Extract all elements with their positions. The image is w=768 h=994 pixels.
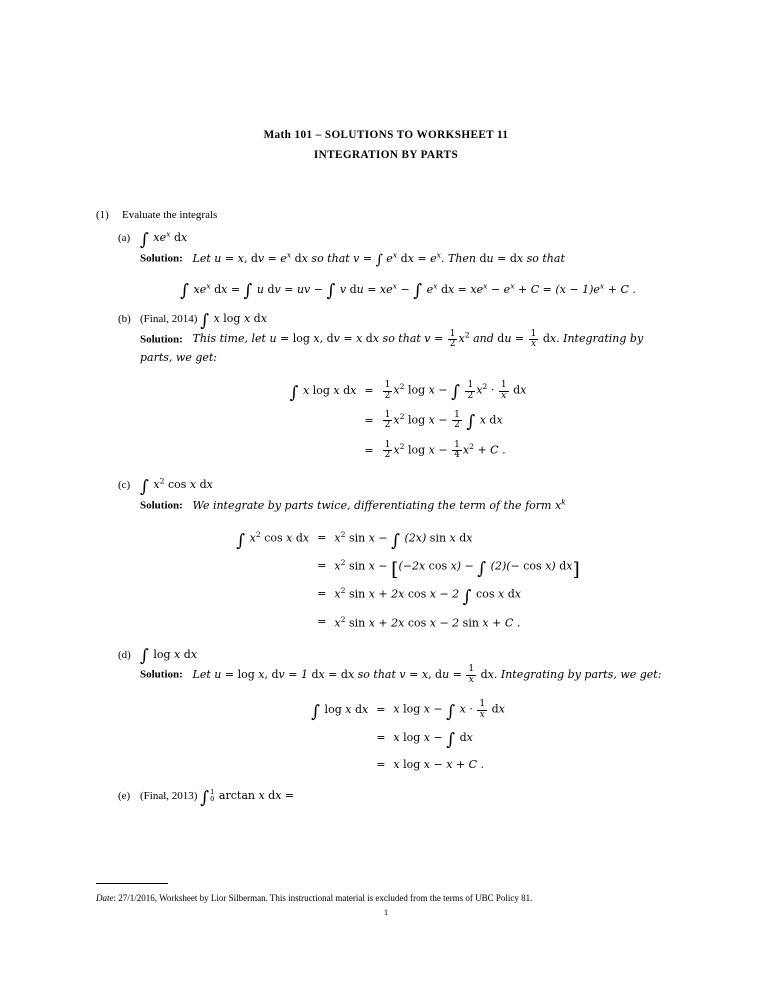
- part-b-solution-text: This time, let u = log x, dv = x dx so that v = $\frac{1}{2}$ $x^2$ and du = $\frac{1}{x}$ dx. Integrating by parts, we get:: [140, 328, 644, 364]
- equation-lhs: [286, 436, 361, 466]
- problem-1-number: (1): [96, 209, 109, 222]
- equation-rhs: x log x − ∫ dx: [393, 729, 473, 750]
- equation-row: [286, 406, 531, 436]
- footer-date-label: Date: [96, 893, 114, 903]
- part-a-solution: [140, 249, 676, 302]
- part-d-equations: [307, 695, 509, 778]
- equation-equals: =: [376, 731, 386, 745]
- part-c-solution-text: We integrate by parts twice, differentiating the term of the form $x^k$: [185, 496, 566, 512]
- equation-row: [232, 609, 584, 637]
- equation-equals: =: [364, 443, 374, 457]
- part-a-statement: ∫ $xe^x$ dx: [140, 229, 188, 251]
- equation-lhs: ∫ x log x dx: [289, 382, 357, 403]
- equation-row: [232, 552, 584, 580]
- part-c-solution-label: Solution:: [140, 499, 183, 512]
- problem-1-part-a: [118, 229, 676, 302]
- equation-row: [286, 376, 531, 406]
- part-e-statement: ∫ 1 0 arctan x dx =: [200, 787, 295, 808]
- equation-lhs: [286, 406, 361, 436]
- equation-rhs: x log x − x + C .: [393, 757, 485, 771]
- page-title: [96, 126, 676, 165]
- equation-lhs: [307, 752, 372, 779]
- equation-lhs: ∫ $x^2$ cos x dx: [236, 530, 310, 551]
- equation-lhs: [307, 725, 372, 752]
- part-d-statement: ∫ log x dx: [140, 646, 198, 667]
- part-c-label: (c): [118, 479, 131, 492]
- equation-equals: =: [317, 587, 327, 601]
- footer-date-text: : 27/1/2016, Worksheet by Lior Silberman. This instructional material is excluded from the terms of UBC Policy 81.: [113, 893, 533, 903]
- part-a-label: (a): [118, 232, 131, 245]
- equation-lhs: ∫ log x dx: [311, 701, 369, 722]
- equation-equals: =: [364, 413, 374, 427]
- equation-row: [307, 752, 509, 779]
- equation-equals: =: [376, 702, 386, 716]
- equation-lhs: [232, 609, 313, 637]
- problem-1-part-c: [118, 476, 676, 637]
- part-b-equations: [286, 376, 531, 466]
- part-a-solution-text: Let u = x, dv = $e^x$ dx so that v = ∫ $e^x$ dx = $e^x$. Then du = dx so that: [185, 249, 565, 268]
- part-c-solution: [140, 496, 676, 637]
- title-line-2: INTEGRATION BY PARTS: [313, 148, 459, 161]
- part-e-label: (e): [118, 790, 131, 803]
- part-d-label: (d): [118, 648, 131, 661]
- equation-rhs: $\frac{1}{2}$ $x^2$ log x − $\frac{1}{4}$ $x^2 + C$ .: [384, 439, 506, 461]
- equation-row: [286, 436, 531, 466]
- equation-row: [232, 580, 584, 608]
- equation-lhs: [232, 552, 313, 580]
- problem-list: [96, 207, 676, 808]
- part-c-statement: ∫ $x^2$ cos x dx: [140, 476, 213, 498]
- equation-rhs: $x^2$ sin x + 2x cos x − 2 ∫ cos x dx: [334, 586, 521, 607]
- equation-row: [307, 695, 509, 725]
- problem-1-part-e: [118, 787, 676, 808]
- part-e-source: (Final, 2013): [140, 790, 198, 803]
- equation-rhs: $\frac{1}{2}$ $x^2$ log x − ∫ $\frac{1}{2}$ $x^2$ · $\frac{1}{x}$ dx: [384, 380, 527, 403]
- equation-rhs: $x^2$ sin x − [(−2x cos x) − ∫ (2)(− cos x) dx]: [334, 558, 580, 581]
- equation-equals: =: [317, 530, 327, 544]
- part-c-equations: [232, 524, 584, 637]
- part-b-statement: ∫ x log x dx: [200, 310, 267, 331]
- equation-equals: =: [376, 757, 386, 771]
- problem-1: [96, 207, 676, 808]
- part-a-display-equation: ∫ $xe^x$ dx = ∫ u dv = uv − ∫ v du = $xe^x$ − ∫ $e^x$ dx = $xe^x - e^x + C = (x - 1)e^x + C$ .: [180, 281, 636, 302]
- equation-rhs: $x^2$ sin x − ∫ (2x) sin x dx: [334, 530, 473, 551]
- equation-equals: =: [364, 383, 374, 397]
- title-line-1: Math 101 – SOLUTIONS TO WORKSHEET 11: [263, 129, 509, 141]
- equation-equals: =: [317, 559, 327, 573]
- part-d-solution-text: Let u = log x, dv = 1 dx = dx so that v = x, du = $\frac{1}{x}$ dx. Integrating by parts, we get:: [185, 664, 662, 685]
- part-b-solution-label: Solution:: [140, 333, 183, 346]
- footer-rule: [96, 883, 168, 884]
- footer-text: [96, 893, 676, 903]
- page-footer: [96, 883, 676, 917]
- document-content: [96, 126, 676, 808]
- page-number: 1: [383, 907, 389, 917]
- equation-rhs: $x^2$ sin x + 2x cos x − 2 sin x + C .: [334, 614, 521, 630]
- equation-row: [307, 725, 509, 752]
- problem-1-part-d: [118, 647, 676, 778]
- part-d-solution-label: Solution:: [140, 668, 183, 681]
- part-b-source: (Final, 2014): [140, 313, 198, 326]
- equation-row: [232, 524, 584, 552]
- equation-rhs: $\frac{1}{2}$ $x^2$ log x − $\frac{1}{2}$ ∫ x dx: [384, 409, 503, 433]
- part-a-solution-label: Solution:: [140, 252, 183, 265]
- problem-1-part-b: [118, 311, 676, 466]
- problem-1-prompt: Evaluate the integrals: [122, 209, 218, 222]
- equation-equals: =: [317, 615, 327, 629]
- part-b-label: (b): [118, 313, 131, 326]
- part-d-solution: [140, 665, 676, 778]
- part-b-solution: [140, 330, 676, 466]
- equation-lhs: [232, 580, 313, 608]
- equation-rhs: x log x − ∫ x · $\frac{1}{x}$ dx: [393, 699, 505, 722]
